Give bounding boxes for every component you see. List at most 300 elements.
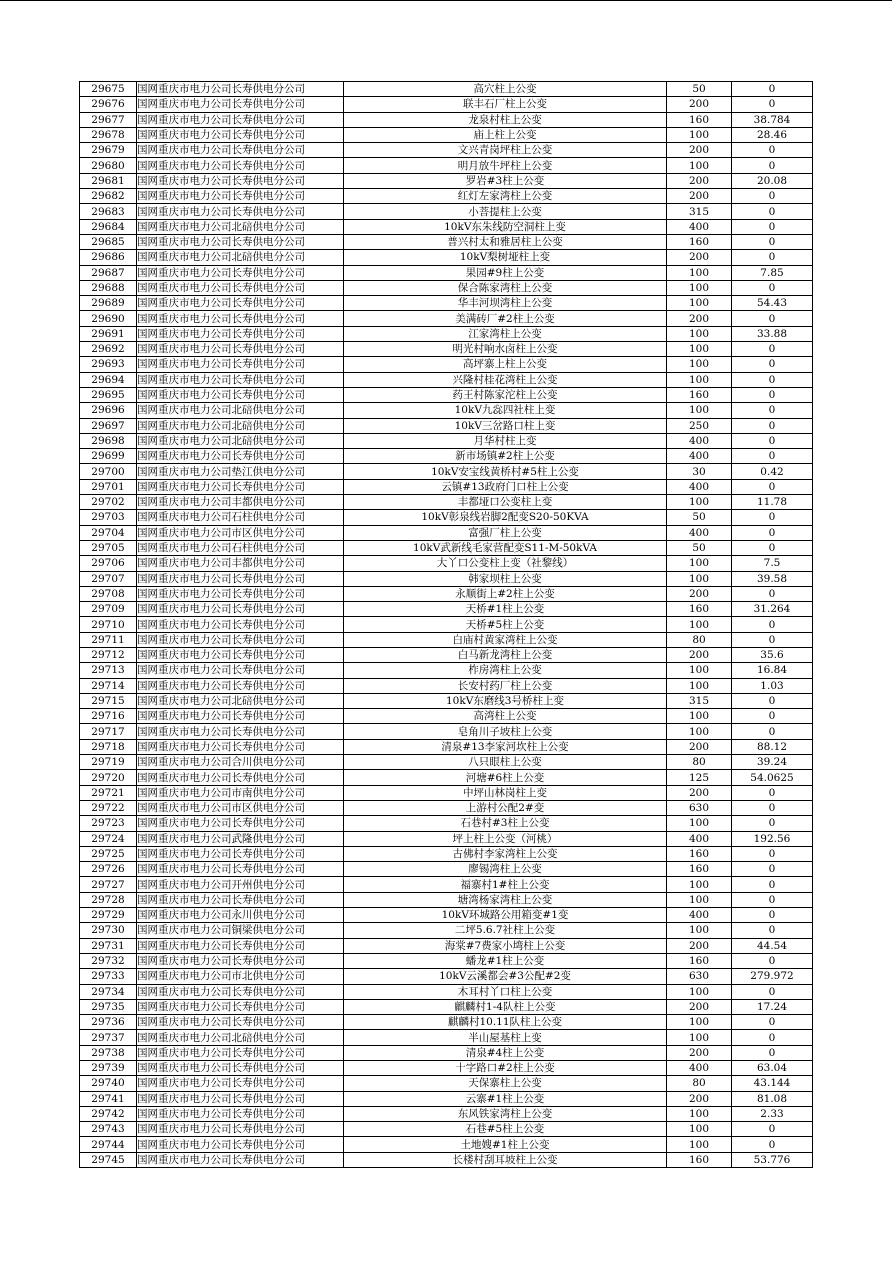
table-row [80, 387, 813, 402]
transformer-name-cell: 河塘#6柱上公变 [344, 770, 667, 785]
row-id-cell: 29719 [80, 755, 137, 770]
capacity-cell: 80 [667, 1076, 732, 1091]
transformer-name-cell: 保合陈家湾柱上公变 [344, 280, 667, 295]
company-cell: 国网重庆市电力公司长寿供电分公司 [137, 143, 344, 158]
row-id-cell: 29743 [80, 1122, 137, 1137]
transformer-name-cell: 石巷村#3柱上公变 [344, 816, 667, 831]
transformer-name-cell: 明光村响水卤柱上公变 [344, 342, 667, 357]
table-row [80, 678, 813, 693]
row-id-cell: 29742 [80, 1106, 137, 1121]
capacity-cell: 100 [667, 280, 732, 295]
capacity-cell: 125 [667, 770, 732, 785]
capacity-cell: 200 [667, 785, 732, 800]
row-id-cell: 29703 [80, 510, 137, 525]
row-id-cell: 29708 [80, 586, 137, 601]
transformer-name-cell: 美满砖厂#2柱上公变 [344, 311, 667, 326]
transformer-name-cell: 10kV梨树垭柱上变 [344, 250, 667, 265]
table-row [80, 311, 813, 326]
row-id-cell: 29681 [80, 173, 137, 188]
capacity-cell: 80 [667, 632, 732, 647]
value-cell: 31.264 [732, 602, 813, 617]
value-cell: 0 [732, 433, 813, 448]
value-cell: 38.784 [732, 112, 813, 127]
table-row [80, 326, 813, 341]
transformer-name-cell: 永顺街上#2柱上公变 [344, 586, 667, 601]
table-row [80, 449, 813, 464]
transformer-name-cell: 兴隆村桂花湾柱上公变 [344, 372, 667, 387]
value-cell: 0 [732, 693, 813, 708]
value-cell: 44.54 [732, 938, 813, 953]
value-cell: 0 [732, 1015, 813, 1030]
transformer-name-cell: 白庙村黄家湾柱上公变 [344, 632, 667, 647]
capacity-cell: 160 [667, 1152, 732, 1167]
table-row [80, 143, 813, 158]
transformer-name-cell: 古佛村李家湾柱上公变 [344, 846, 667, 861]
capacity-cell: 100 [667, 1106, 732, 1121]
transformer-name-cell: 韩家坝柱上公变 [344, 571, 667, 586]
table-row [80, 1061, 813, 1076]
company-cell: 国网重庆市电力公司长寿供电分公司 [137, 1076, 344, 1091]
transformer-name-cell: 上游村公配2#变 [344, 800, 667, 815]
row-id-cell: 29711 [80, 632, 137, 647]
row-id-cell: 29738 [80, 1045, 137, 1060]
company-cell: 国网重庆市电力公司北碚供电分公司 [137, 433, 344, 448]
row-id-cell: 29688 [80, 280, 137, 295]
row-id-cell: 29714 [80, 678, 137, 693]
value-cell: 0 [732, 908, 813, 923]
table-row [80, 158, 813, 173]
capacity-cell: 400 [667, 479, 732, 494]
table-row [80, 280, 813, 295]
row-id-cell: 29712 [80, 647, 137, 662]
value-cell: 0 [732, 82, 813, 97]
transformer-name-cell: 10kV武新线毛家营配变S11-M-50kVA [344, 540, 667, 555]
company-cell: 国网重庆市电力公司长寿供电分公司 [137, 234, 344, 249]
transformer-name-cell: 天桥#1柱上公变 [344, 602, 667, 617]
row-id-cell: 29695 [80, 387, 137, 402]
company-cell: 国网重庆市电力公司石柱供电分公司 [137, 540, 344, 555]
row-id-cell: 29737 [80, 1030, 137, 1045]
transformer-name-cell: 云寨#1柱上公变 [344, 1091, 667, 1106]
transformer-name-cell: 柞房湾柱上公变 [344, 663, 667, 678]
row-id-cell: 29733 [80, 969, 137, 984]
transformer-name-cell: 长安村药厂柱上公变 [344, 678, 667, 693]
company-cell: 国网重庆市电力公司铜梁供电分公司 [137, 923, 344, 938]
capacity-cell: 100 [667, 709, 732, 724]
capacity-cell: 400 [667, 433, 732, 448]
company-cell: 国网重庆市电力公司长寿供电分公司 [137, 724, 344, 739]
value-cell: 81.08 [732, 1091, 813, 1106]
company-cell: 国网重庆市电力公司北碚供电分公司 [137, 1030, 344, 1045]
capacity-cell: 200 [667, 189, 732, 204]
row-id-cell: 29678 [80, 127, 137, 142]
row-id-cell: 29684 [80, 219, 137, 234]
table-row [80, 877, 813, 892]
capacity-cell: 100 [667, 1030, 732, 1045]
row-id-cell: 29687 [80, 265, 137, 280]
value-cell: 54.0625 [732, 770, 813, 785]
row-id-cell: 29704 [80, 525, 137, 540]
table-row [80, 342, 813, 357]
capacity-cell: 100 [667, 1015, 732, 1030]
value-cell: 11.78 [732, 495, 813, 510]
company-cell: 国网重庆市电力公司长寿供电分公司 [137, 632, 344, 647]
capacity-cell: 200 [667, 311, 732, 326]
value-cell: 0 [732, 617, 813, 632]
table-row [80, 495, 813, 510]
row-id-cell: 29724 [80, 831, 137, 846]
company-cell: 国网重庆市电力公司长寿供电分公司 [137, 739, 344, 754]
table-row [80, 999, 813, 1014]
row-id-cell: 29696 [80, 403, 137, 418]
company-cell: 国网重庆市电力公司长寿供电分公司 [137, 82, 344, 97]
row-id-cell: 29710 [80, 617, 137, 632]
transformer-name-cell: 高坪寨上柱上公变 [344, 357, 667, 372]
transformer-name-cell: 天桥#5柱上公变 [344, 617, 667, 632]
value-cell: 0 [732, 862, 813, 877]
row-id-cell: 29739 [80, 1061, 137, 1076]
transformer-name-cell: 麒麟村10.11队柱上公变 [344, 1015, 667, 1030]
company-cell: 国网重庆市电力公司长寿供电分公司 [137, 357, 344, 372]
row-id-cell: 29706 [80, 556, 137, 571]
capacity-cell: 630 [667, 800, 732, 815]
transformer-name-cell: 坪上柱上公变（河桃） [344, 831, 667, 846]
row-id-cell: 29718 [80, 739, 137, 754]
capacity-cell: 80 [667, 755, 732, 770]
table-row [80, 250, 813, 265]
transformer-name-cell: 福寨村1#柱上公变 [344, 877, 667, 892]
table-row [80, 234, 813, 249]
transformer-name-cell: 药王村陈家沱柱上公变 [344, 387, 667, 402]
value-cell: 0 [732, 357, 813, 372]
company-cell: 国网重庆市电力公司长寿供电分公司 [137, 173, 344, 188]
transformer-name-cell: 10kV彰泉线岩脚2配变S20-50KVA [344, 510, 667, 525]
value-cell: 17.24 [732, 999, 813, 1014]
row-id-cell: 29679 [80, 143, 137, 158]
row-id-cell: 29728 [80, 892, 137, 907]
transformer-name-cell: 10kV云溪都会#3公配#2变 [344, 969, 667, 984]
row-id-cell: 29736 [80, 1015, 137, 1030]
capacity-cell: 100 [667, 984, 732, 999]
table-row [80, 602, 813, 617]
transformer-name-cell: 二坪5.6.7社柱上公变 [344, 923, 667, 938]
company-cell: 国网重庆市电力公司长寿供电分公司 [137, 1152, 344, 1167]
row-id-cell: 29727 [80, 877, 137, 892]
capacity-cell: 100 [667, 892, 732, 907]
company-cell: 国网重庆市电力公司市南供电分公司 [137, 785, 344, 800]
value-cell: 0 [732, 204, 813, 219]
value-cell: 0 [732, 234, 813, 249]
table-row [80, 296, 813, 311]
transformer-name-cell: 10kV九惢四社柱上变 [344, 403, 667, 418]
transformer-name-cell: 长楼村刮耳坡柱上公变 [344, 1152, 667, 1167]
row-id-cell: 29732 [80, 953, 137, 968]
capacity-cell: 100 [667, 923, 732, 938]
transformer-name-cell: 文兴青岗坪柱上公变 [344, 143, 667, 158]
value-cell: 63.04 [732, 1061, 813, 1076]
table-row [80, 647, 813, 662]
table-row [80, 800, 813, 815]
capacity-cell: 315 [667, 693, 732, 708]
row-id-cell: 29713 [80, 663, 137, 678]
value-cell: 2.33 [732, 1106, 813, 1121]
row-id-cell: 29715 [80, 693, 137, 708]
capacity-cell: 200 [667, 173, 732, 188]
value-cell: 0 [732, 1030, 813, 1045]
company-cell: 国网重庆市电力公司长寿供电分公司 [137, 296, 344, 311]
capacity-cell: 100 [667, 326, 732, 341]
company-cell: 国网重庆市电力公司北碚供电分公司 [137, 693, 344, 708]
capacity-cell: 100 [667, 158, 732, 173]
row-id-cell: 29685 [80, 234, 137, 249]
value-cell: 0 [732, 372, 813, 387]
table-row [80, 892, 813, 907]
value-cell: 0 [732, 158, 813, 173]
capacity-cell: 400 [667, 219, 732, 234]
company-cell: 国网重庆市电力公司长寿供电分公司 [137, 97, 344, 112]
transformer-name-cell: 十字路口#2柱上公变 [344, 1061, 667, 1076]
table-row [80, 1091, 813, 1106]
table-row [80, 816, 813, 831]
transformer-name-cell: 10kV东磨线3号桥柱上变 [344, 693, 667, 708]
table-row [80, 1015, 813, 1030]
company-cell: 国网重庆市电力公司长寿供电分公司 [137, 158, 344, 173]
value-cell: 0 [732, 877, 813, 892]
capacity-cell: 50 [667, 82, 732, 97]
capacity-cell: 200 [667, 586, 732, 601]
row-id-cell: 29676 [80, 97, 137, 112]
transformer-name-cell: 天保寨柱上公变 [344, 1076, 667, 1091]
table-row [80, 755, 813, 770]
transformer-name-cell: 麒麟村1-4队柱上公变 [344, 999, 667, 1014]
capacity-cell: 160 [667, 234, 732, 249]
transformer-name-cell: 塘湾杨家湾柱上公变 [344, 892, 667, 907]
company-cell: 国网重庆市电力公司长寿供电分公司 [137, 372, 344, 387]
table-row [80, 540, 813, 555]
table-row [80, 1076, 813, 1091]
value-cell: 0 [732, 892, 813, 907]
capacity-cell: 100 [667, 877, 732, 892]
company-cell: 国网重庆市电力公司北碚供电分公司 [137, 219, 344, 234]
table-row [80, 112, 813, 127]
transformer-name-cell: 庙上柱上公变 [344, 127, 667, 142]
value-cell: 0 [732, 479, 813, 494]
row-id-cell: 29744 [80, 1137, 137, 1152]
row-id-cell: 29735 [80, 999, 137, 1014]
company-cell: 国网重庆市电力公司长寿供电分公司 [137, 586, 344, 601]
company-cell: 国网重庆市电力公司长寿供电分公司 [137, 1061, 344, 1076]
table-row [80, 82, 813, 97]
capacity-cell: 160 [667, 846, 732, 861]
value-cell: 0 [732, 586, 813, 601]
capacity-cell: 100 [667, 678, 732, 693]
transformer-name-cell: 小菩提柱上公变 [344, 204, 667, 219]
data-table [79, 81, 813, 1168]
company-cell: 国网重庆市电力公司北碚供电分公司 [137, 250, 344, 265]
company-cell: 国网重庆市电力公司市区供电分公司 [137, 525, 344, 540]
value-cell: 0 [732, 387, 813, 402]
transformer-name-cell: 蟠龙#1柱上公变 [344, 953, 667, 968]
value-cell: 0 [732, 525, 813, 540]
company-cell: 国网重庆市电力公司长寿供电分公司 [137, 449, 344, 464]
row-id-cell: 29701 [80, 479, 137, 494]
value-cell: 20.08 [732, 173, 813, 188]
value-cell: 16.84 [732, 663, 813, 678]
transformer-name-cell: 月华村柱上变 [344, 433, 667, 448]
table-row [80, 403, 813, 418]
value-cell: 0 [732, 143, 813, 158]
transformer-name-cell: 清泉#13李家河坎柱上公变 [344, 739, 667, 754]
company-cell: 国网重庆市电力公司长寿供电分公司 [137, 280, 344, 295]
table-row [80, 372, 813, 387]
transformer-name-cell: 富强厂柱上公变 [344, 525, 667, 540]
capacity-cell: 200 [667, 250, 732, 265]
company-cell: 国网重庆市电力公司长寿供电分公司 [137, 311, 344, 326]
capacity-cell: 100 [667, 372, 732, 387]
company-cell: 国网重庆市电力公司长寿供电分公司 [137, 387, 344, 402]
transformer-name-cell: 半山屋基柱上变 [344, 1030, 667, 1045]
transformer-name-cell: 云镇#13政府门口柱上公变 [344, 479, 667, 494]
table-row [80, 556, 813, 571]
company-cell: 国网重庆市电力公司长寿供电分公司 [137, 770, 344, 785]
table-row [80, 938, 813, 953]
company-cell: 国网重庆市电力公司长寿供电分公司 [137, 1045, 344, 1060]
transformer-name-cell: 皂角川子坡柱上公变 [344, 724, 667, 739]
capacity-cell: 400 [667, 449, 732, 464]
row-id-cell: 29731 [80, 938, 137, 953]
company-cell: 国网重庆市电力公司长寿供电分公司 [137, 479, 344, 494]
company-cell: 国网重庆市电力公司市北供电分公司 [137, 969, 344, 984]
transformer-name-cell: 高湾柱上公变 [344, 709, 667, 724]
value-cell: 279.972 [732, 969, 813, 984]
table-row [80, 724, 813, 739]
company-cell: 国网重庆市电力公司长寿供电分公司 [137, 938, 344, 953]
value-cell: 192.56 [732, 831, 813, 846]
table-row [80, 632, 813, 647]
table-row [80, 1137, 813, 1152]
value-cell: 0 [732, 953, 813, 968]
row-id-cell: 29720 [80, 770, 137, 785]
value-cell: 0 [732, 189, 813, 204]
value-cell: 28.46 [732, 127, 813, 142]
company-cell: 国网重庆市电力公司长寿供电分公司 [137, 342, 344, 357]
company-cell: 国网重庆市电力公司长寿供电分公司 [137, 647, 344, 662]
capacity-cell: 100 [667, 663, 732, 678]
value-cell: 39.24 [732, 755, 813, 770]
table-row [80, 204, 813, 219]
table-row [80, 663, 813, 678]
value-cell: 35.6 [732, 647, 813, 662]
company-cell: 国网重庆市电力公司长寿供电分公司 [137, 862, 344, 877]
table-row [80, 617, 813, 632]
row-id-cell: 29723 [80, 816, 137, 831]
value-cell: 0 [732, 219, 813, 234]
row-id-cell: 29693 [80, 357, 137, 372]
company-cell: 国网重庆市电力公司长寿供电分公司 [137, 846, 344, 861]
table-row [80, 1106, 813, 1121]
transformer-name-cell: 清泉#4柱上公变 [344, 1045, 667, 1060]
company-cell: 国网重庆市电力公司丰都供电分公司 [137, 556, 344, 571]
table-row [80, 785, 813, 800]
row-id-cell: 29682 [80, 189, 137, 204]
company-cell: 国网重庆市电力公司开州供电分公司 [137, 877, 344, 892]
transformer-name-cell: 10kV东朱线防空洞柱上变 [344, 219, 667, 234]
row-id-cell: 29697 [80, 418, 137, 433]
row-id-cell: 29734 [80, 984, 137, 999]
table-row [80, 969, 813, 984]
row-id-cell: 29716 [80, 709, 137, 724]
company-cell: 国网重庆市电力公司丰都供电分公司 [137, 495, 344, 510]
table-row [80, 770, 813, 785]
capacity-cell: 160 [667, 602, 732, 617]
table-row [80, 739, 813, 754]
value-cell: 0 [732, 724, 813, 739]
table-row [80, 127, 813, 142]
table-row [80, 862, 813, 877]
capacity-cell: 100 [667, 617, 732, 632]
table-row [80, 586, 813, 601]
company-cell: 国网重庆市电力公司长寿供电分公司 [137, 999, 344, 1014]
company-cell: 国网重庆市电力公司垫江供电分公司 [137, 464, 344, 479]
value-cell: 0 [732, 311, 813, 326]
table-row [80, 908, 813, 923]
value-cell: 0 [732, 800, 813, 815]
row-id-cell: 29740 [80, 1076, 137, 1091]
value-cell: 0 [732, 403, 813, 418]
row-id-cell: 29709 [80, 602, 137, 617]
table-row [80, 418, 813, 433]
value-cell: 0 [732, 816, 813, 831]
row-id-cell: 29729 [80, 908, 137, 923]
transformer-name-cell: 土地嫂#1柱上公变 [344, 1137, 667, 1152]
row-id-cell: 29702 [80, 495, 137, 510]
table-row [80, 846, 813, 861]
value-cell: 39.58 [732, 571, 813, 586]
table-row [80, 693, 813, 708]
value-cell: 33.88 [732, 326, 813, 341]
value-cell: 0 [732, 846, 813, 861]
company-cell: 国网重庆市电力公司长寿供电分公司 [137, 204, 344, 219]
capacity-cell: 100 [667, 1122, 732, 1137]
capacity-cell: 160 [667, 862, 732, 877]
value-cell: 0 [732, 342, 813, 357]
capacity-cell: 200 [667, 143, 732, 158]
capacity-cell: 400 [667, 1061, 732, 1076]
capacity-cell: 400 [667, 831, 732, 846]
capacity-cell: 630 [667, 969, 732, 984]
capacity-cell: 160 [667, 112, 732, 127]
table-row [80, 265, 813, 280]
table-row [80, 923, 813, 938]
value-cell: 0 [732, 280, 813, 295]
row-id-cell: 29726 [80, 862, 137, 877]
capacity-cell: 400 [667, 525, 732, 540]
transformer-name-cell: 普兴村太和雅居柱上公变 [344, 234, 667, 249]
company-cell: 国网重庆市电力公司长寿供电分公司 [137, 112, 344, 127]
capacity-cell: 100 [667, 556, 732, 571]
company-cell: 国网重庆市电力公司长寿供电分公司 [137, 984, 344, 999]
row-id-cell: 29705 [80, 540, 137, 555]
capacity-cell: 200 [667, 647, 732, 662]
capacity-cell: 100 [667, 495, 732, 510]
row-id-cell: 29745 [80, 1152, 137, 1167]
capacity-cell: 200 [667, 1091, 732, 1106]
value-cell: 7.5 [732, 556, 813, 571]
table-row [80, 1122, 813, 1137]
table-row [80, 525, 813, 540]
transformer-name-cell: 廖锡湾柱上公变 [344, 862, 667, 877]
row-id-cell: 29680 [80, 158, 137, 173]
